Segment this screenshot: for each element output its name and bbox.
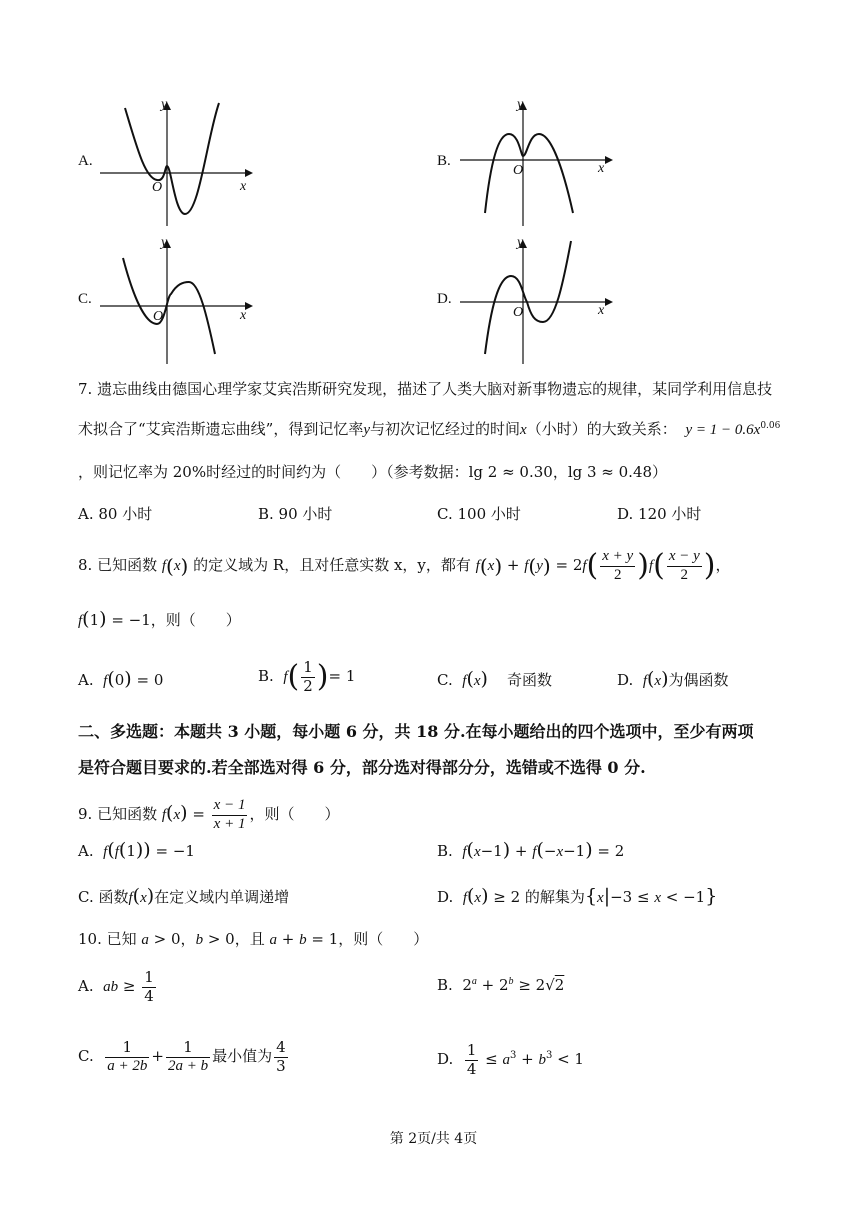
q9-option-b: B. f(x−1) + f(−x−1) = 2 xyxy=(437,839,625,861)
origin-label: O xyxy=(513,305,524,320)
x-axis-label: x xyxy=(598,161,605,176)
q8-option-b: B. f( $\frac{1}{2}$ )= 1 xyxy=(258,658,356,695)
option-d-label: D. xyxy=(437,291,452,307)
q7-line2: 术拟合了“艾宾浩斯遗忘曲线”，得到记忆率y与初次记忆经过的时间x（小时）的大致关系： $y = 1 - 0.6x^{0.06}$ xyxy=(78,420,781,438)
q7-option-a: A. 80 小时 xyxy=(78,505,153,523)
x-axis-label: x xyxy=(240,308,247,323)
origin-label: O xyxy=(513,163,524,178)
q9-stem: 9. 已知函数 f(x) = $\frac{x - 1}{x + 1}$ ，则（ ） xyxy=(78,797,340,832)
q7-line1: 7. 遗忘曲线由德国心理学家艾宾浩斯研究发现，描述了人类大脑对新事物遗忘的规律，某同学利用信息技 xyxy=(78,380,773,398)
q10-option-a: A. ab ≥ $\frac{1}{4}$ xyxy=(78,968,154,1005)
graph-option-a xyxy=(95,98,265,228)
origin-label: O xyxy=(152,180,163,195)
q7-option-d: D. 120 小时 xyxy=(617,505,702,523)
option-b-label: B. xyxy=(437,153,451,169)
q7-line3: ，则记忆率为 20%时经过的时间约为（ ）（参考数据：lg 2 ≈ 0.30，lg 3 ≈ 0.48） xyxy=(78,463,668,481)
q8-line2: f(1) = −1，则（ ） xyxy=(78,608,241,630)
y-axis-label: y xyxy=(161,97,168,112)
graph-option-b xyxy=(455,98,625,228)
q10-stem: 10. 已知 a > 0，b > 0，且 a + b = 1，则（ ） xyxy=(78,930,429,948)
q8-option-a: A. f(0) = 0 xyxy=(78,668,164,690)
y-axis-label: y xyxy=(517,235,524,250)
q9-option-c: C. 函数f(x)在定义域内单调递增 xyxy=(78,885,290,907)
y-axis-label: y xyxy=(161,235,168,250)
q7-formula-exponent: 0.06 xyxy=(760,421,781,431)
graph-option-c xyxy=(95,236,265,366)
q8-option-d: D. f(x)为偶函数 xyxy=(617,668,729,690)
origin-label: O xyxy=(153,309,164,324)
page-footer: 第 2页/共 4页 xyxy=(389,1131,478,1147)
x-axis-label: x xyxy=(598,303,605,318)
q8-line1: 8. 已知函数 f(x) 的定义域为 R，且对任意实数 x，y，都有 f(x) + f(y) = 2f( $\frac{x + y}{2}$ )f( $\frac{x - y}{2}$ )， xyxy=(78,548,731,583)
q7-option-c: C. 100 小时 xyxy=(437,505,521,523)
q8-option-c: C. f(x) 奇函数 xyxy=(437,668,553,690)
option-c-label: C. xyxy=(78,291,92,307)
q7-formula: y = 1 − 0.6x xyxy=(685,422,761,438)
option-a-label: A. xyxy=(78,153,93,169)
q10-option-b: B. $2^a + 2^b \ge 2√2$ xyxy=(437,976,565,994)
q9-option-d: D. f(x) ≥ 2 的解集为{x|−3 ≤ x < −1} xyxy=(437,885,718,907)
graph-option-d xyxy=(455,236,625,366)
q10-option-c: C. $\frac{1}{a + 2b}$ + $\frac{1}{2a + b}$ 最小值为 $\frac{4}{3}$ xyxy=(78,1038,286,1075)
x-axis-label: x xyxy=(240,179,247,194)
section2-heading-line2: 是符合题目要求的.若全部选对得 6 分，部分选对得部分分，选错或不选得 0 分. xyxy=(78,758,646,777)
q9-option-a: A. f(f(1)) = −1 xyxy=(78,839,195,861)
q7-option-b: B. 90 小时 xyxy=(258,505,333,523)
q10-option-d: D. $\frac{1}{4}$ ≤ $a^3 + b^3 < 1$ xyxy=(437,1041,584,1078)
section2-heading-line1: 二、多选题：本题共 3 小题，每小题 6 分，共 18 分.在每小题给出的四个选项中，至少有两项 xyxy=(78,722,754,741)
y-axis-label: y xyxy=(517,97,524,112)
